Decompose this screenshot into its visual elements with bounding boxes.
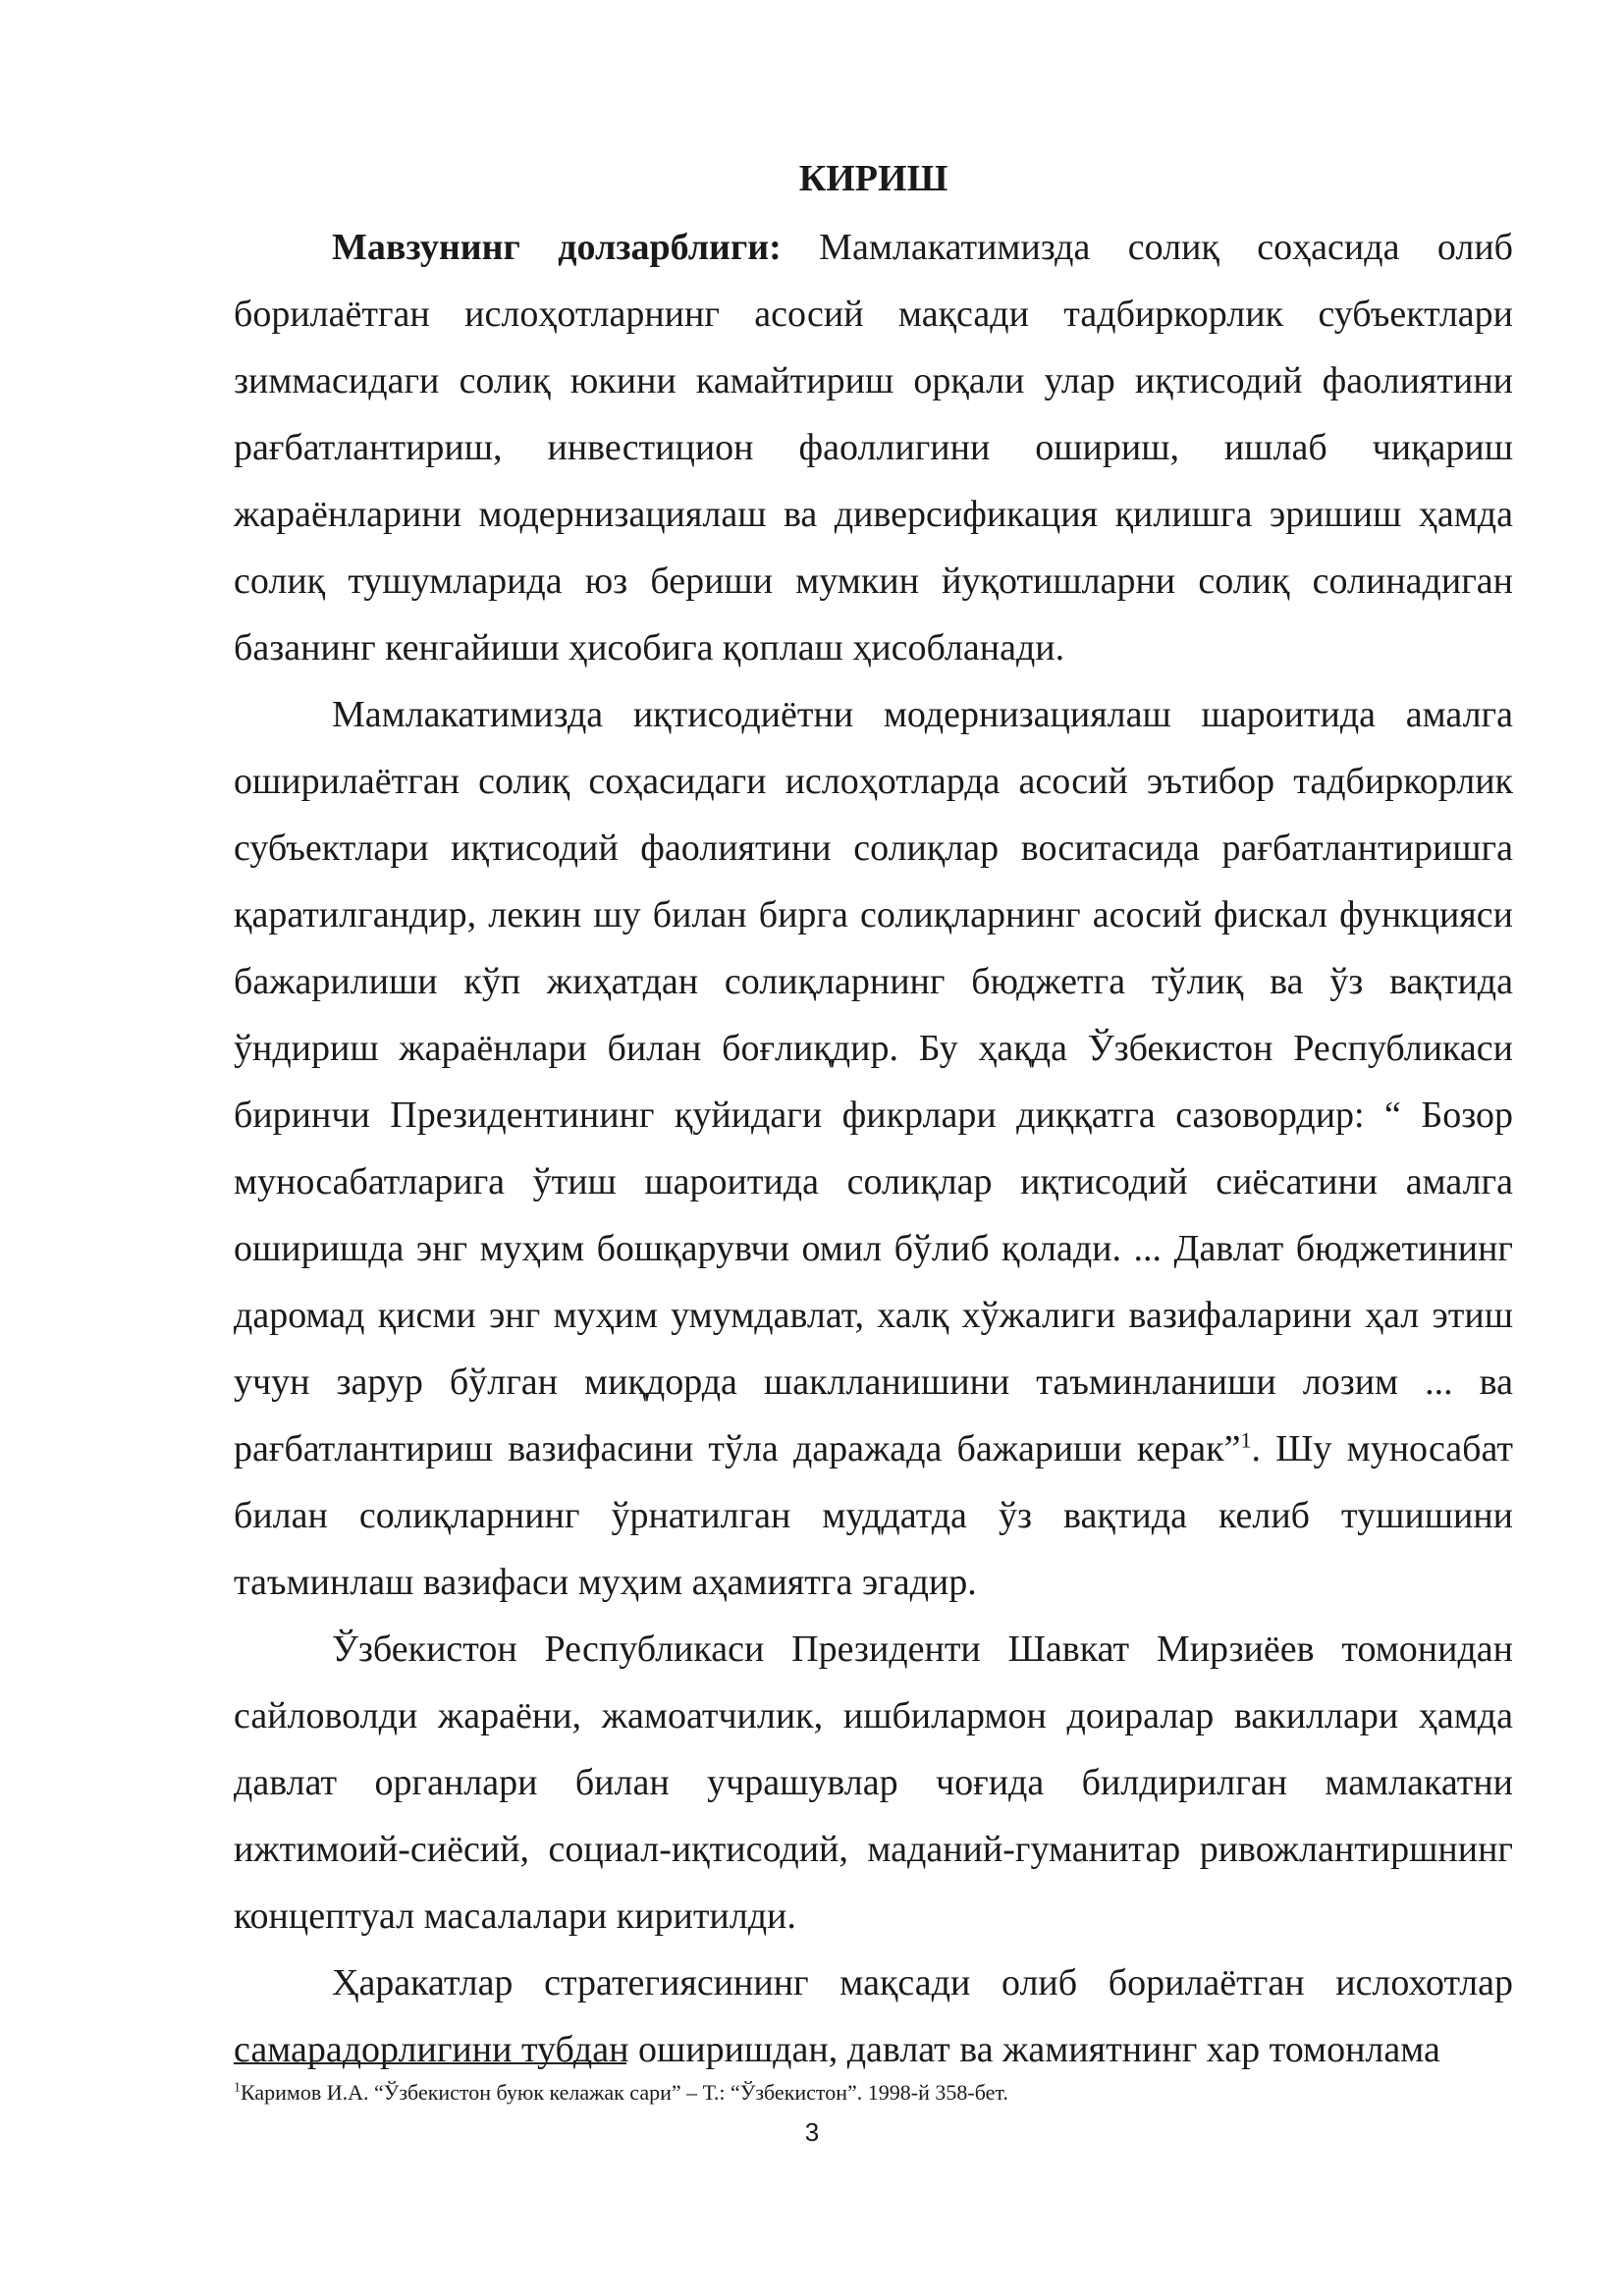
body-text <box>234 214 1513 2083</box>
paragraph-text: Мамлакатимизда иқтисодиётни модернизациялаш шароитида амалга оширилаётган солиқ соҳасидаги ислоҳотларда асосий эътибор тадбиркорлик субъектлари иқтисодий фаолиятини солиқлар воситасида рағбатлантиришга қаратилгандир, лекин шу билан бирга солиқларнинг асосий фискал функцияси бажарилиши кўп жиҳатдан солиқларнинг бюджетга тўлиқ ва ўз вақтида ўндириш жараёнлари билан боғлиқдир. Бу ҳақда Ўзбекистон Республикаси биринчи Президентининг қуйидаги фикрлари диққатга сазовордир: “ Бозор муносабатларига ўтиш шароитида солиқлар иқтисодий сиёсатини амалга оширишда энг муҳим бошқарувчи омил бўлиб қолади. ... Давлат бюджетининг даромад қисми энг муҳим умумдавлат, халқ хўжалиги вазифаларини ҳал этиш учун зарур бўлган миқдорда шаклланишини таъминланиши лозим ... ва рағбатлантириш вазифасини тўла даражада бажариши керак” <box>234 694 1513 1469</box>
paragraph-tax-modernization <box>234 681 1513 1616</box>
paragraph-text: Ўзбекистон Республикаси Президенти Шавкат Мирзиёев томонидан сайловолди жараёни, жамоатчилик, ишбилармон доиралар вакиллари ҳамда давлат органлари билан учрашувлар чоғида билдирилган мамлакатни ижтимоий-сиёсий, социал-иқтисодий, маданий-гуманитар ривожлантиршнинг концептуал масалалари киритилди. <box>234 1629 1513 1937</box>
paragraph-text: Ҳаракатлар стратегиясининг мақсади олиб борилаётган ислохотлар самарадорлигини тубдан оширишдан, давлат ва жамиятнинг хар томонлама <box>234 1962 1513 2070</box>
section-heading: КИРИШ <box>798 158 948 199</box>
paragraph-president <box>234 1616 1513 1949</box>
footnote-mark: 1 <box>234 2080 241 2096</box>
footnote-text: Каримов И.А. “Ўзбекистон буюк келажак сари” – Т.: “Ўзбекистон”. 1998-й 358-бет. <box>241 2080 1008 2105</box>
footnote-reference[interactable]: 1 <box>1240 1427 1252 1453</box>
footnote <box>234 2079 1513 2107</box>
paragraph-text: . Шу муносабат билан солиқларнинг ўрнатилган муддатда ўз вақтида келиб тушишини таъминлаш вазифаси муҳим аҳамиятга эгадир. <box>234 1428 1513 1603</box>
page-number: 3 <box>804 2117 820 2147</box>
paragraph-text: Мамлакатимизда солиқ соҳасида олиб борилаётган ислоҳотларнинг асосий мақсади тадбиркорлик субъектлари зиммасидаги солиқ юкини камайтириш орқали улар иқтисодий фаолиятини рағбатлантириш, инвестицион фаоллигини ошириш, ишлаб чиқариш жараёнларини модернизациялаш ва диверсификация қилишга эришиш ҳамда солиқ тушумларида юз бериши мумкин йуқотишларни солиқ солинадиган базанинг кенгайиши ҳисобига қоплаш ҳисобланади. <box>234 227 1513 668</box>
footnote-separator <box>234 2062 626 2064</box>
paragraph-lead: Мавзунинг долзарблиги: <box>332 227 782 268</box>
paragraph-relevance <box>234 214 1513 681</box>
